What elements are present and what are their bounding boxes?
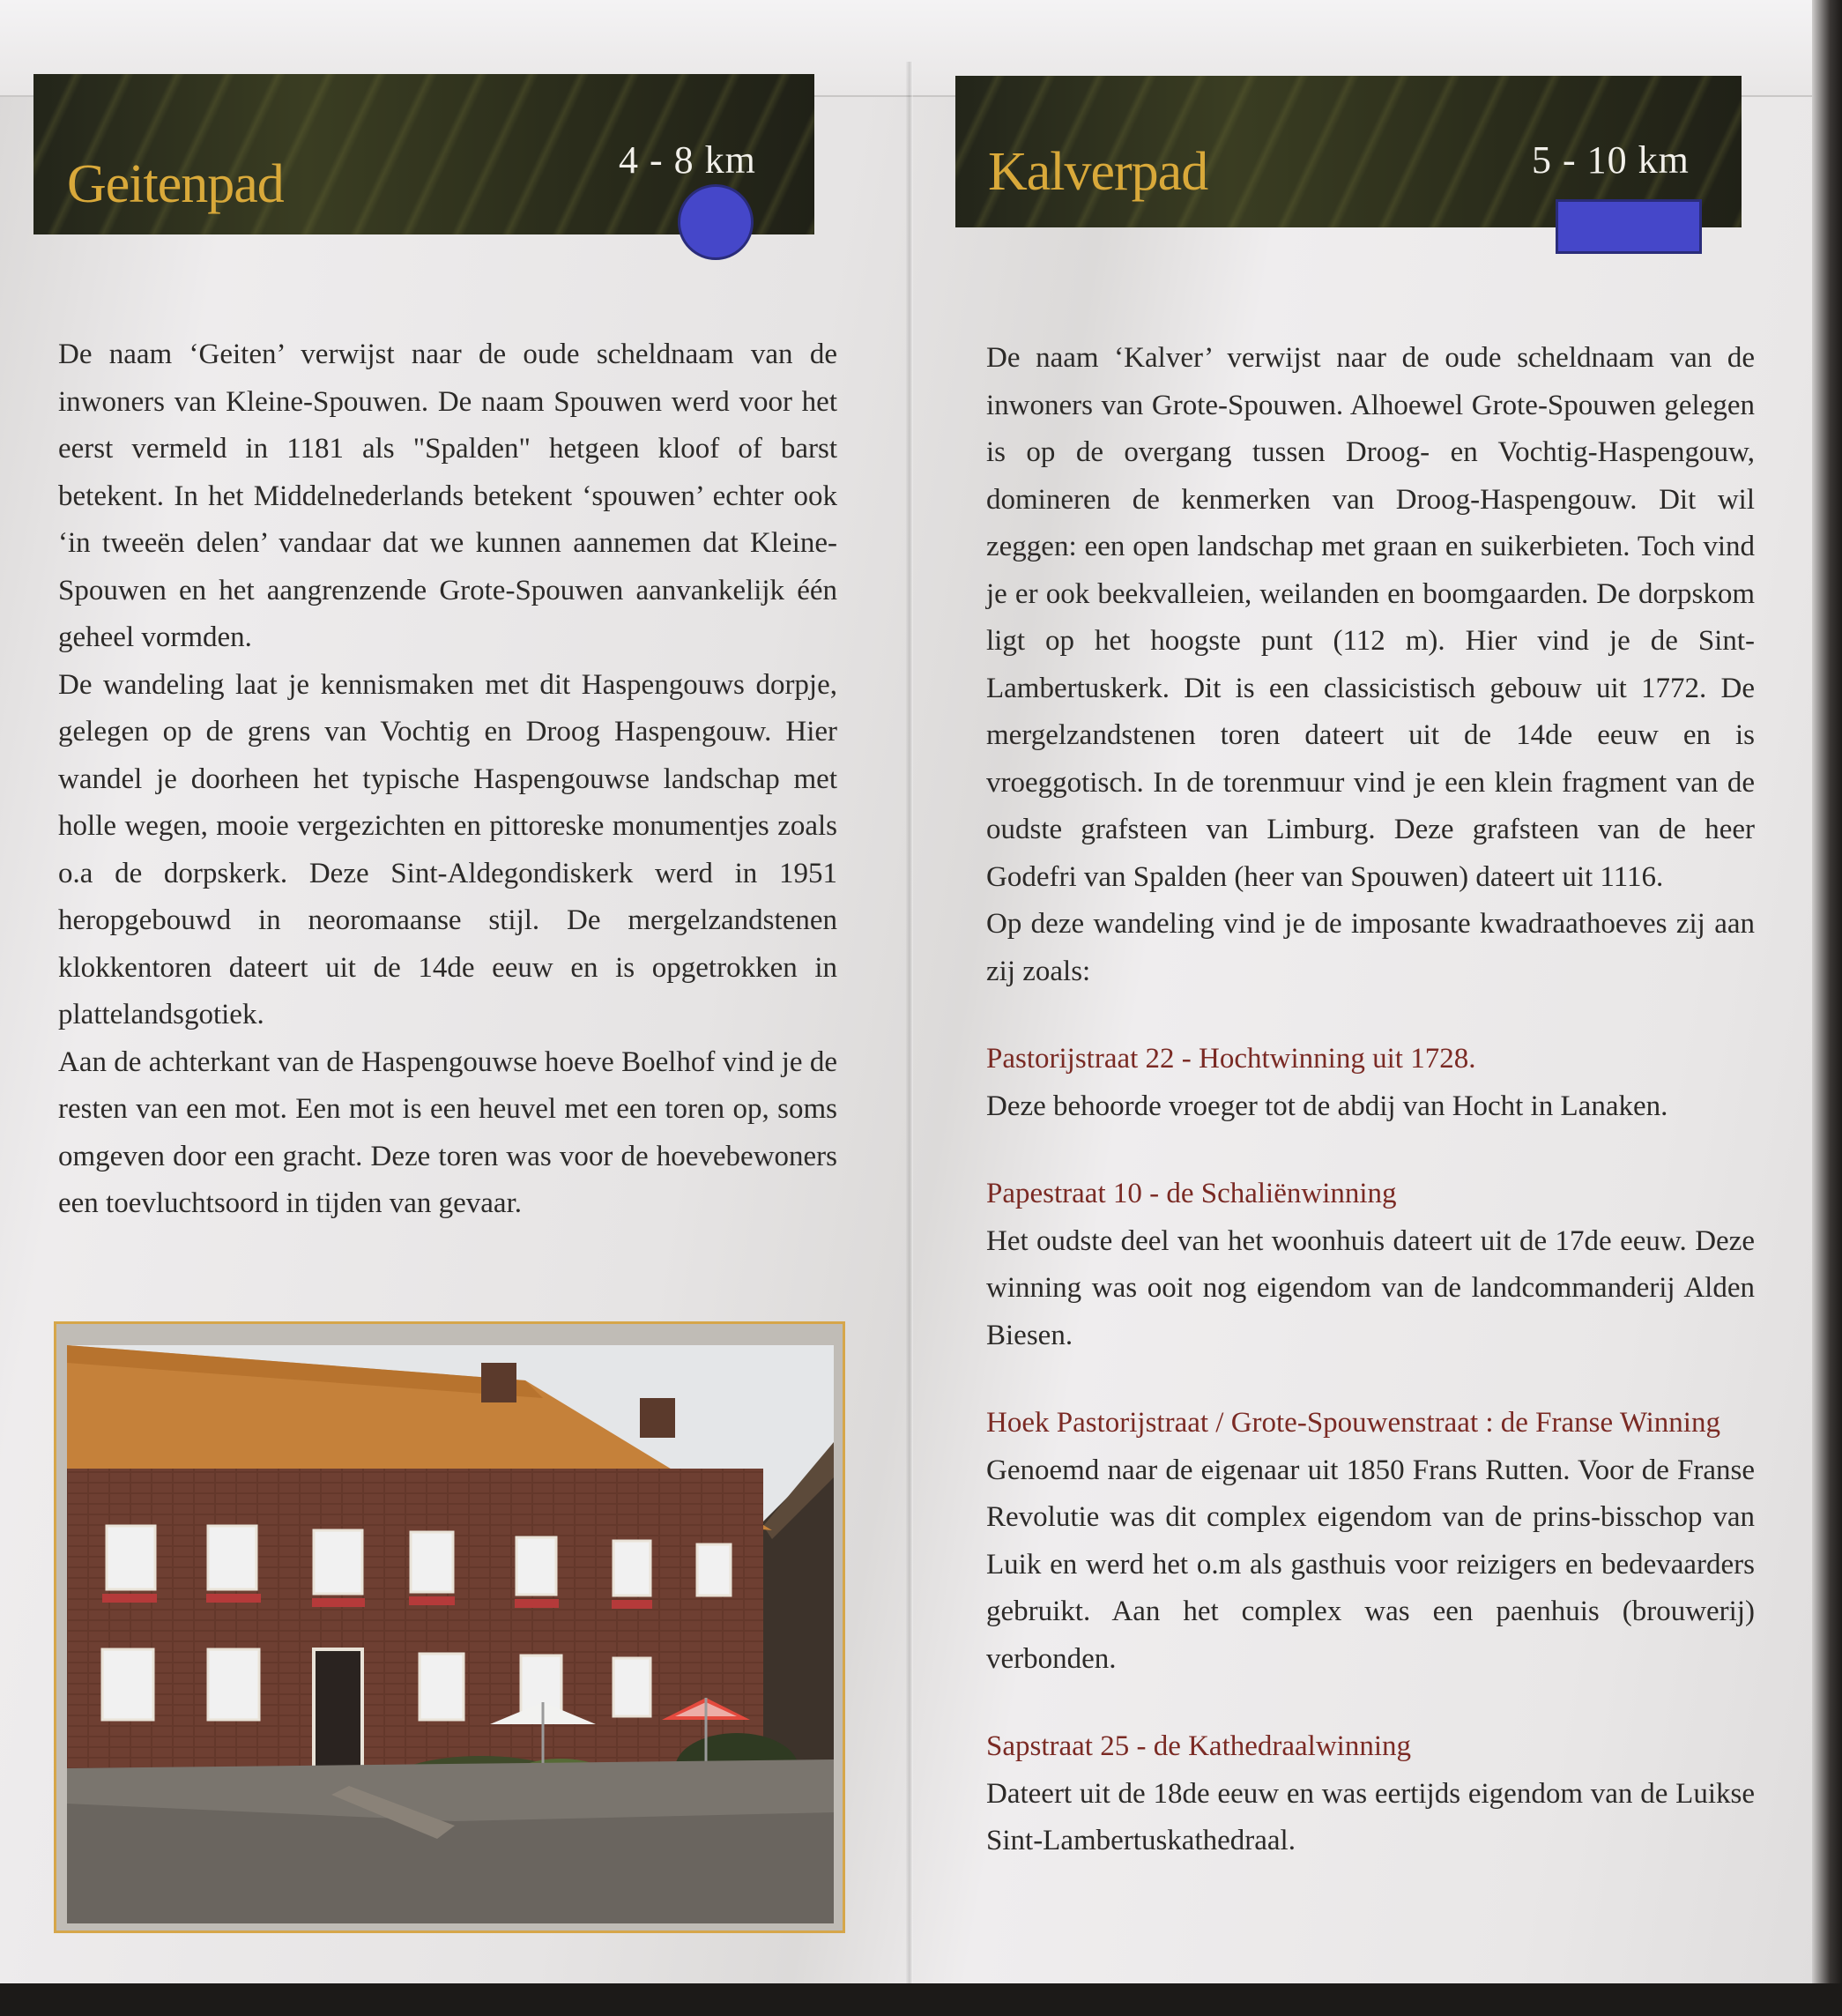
kalverpad-title: Kalverpad xyxy=(988,142,1208,202)
geitenpad-paragraph-1: De naam ‘Geiten’ verwijst naar de oude scheldnaam van de inwoners van Kleine-Spouwen. De naam Spouwen werd voor het eerst vermeld in 1181 als "Spalden" hetgeen kloof of barst betekent. In het Middelnederlands betekent ‘spouwen’ echter ook ‘in tweeën delen’ vandaar dat we kunnen aannemen dat Kleine-Spouwen en het aangrenzende Grote-Spouwen aanvankelijk één geheel vormden. xyxy=(58,338,837,653)
site-heading-papestraat: Papestraat 10 - de Schaliënwinning xyxy=(986,1178,1397,1209)
site-body-franse-winning: Genoemd naar de eigenaar uit 1850 Frans Rutten. Voor de Franse Revolutie was dit complex eigendom van de prins-bisschop van Luik en werd het o.m als gasthuis voor reizigers en bedevaarders gebruikt. Aan het complex was een paenhuis (brouwerij) verbonden. xyxy=(986,1454,1755,1675)
geitenpad-paragraph-3: Aan de achterkant van de Haspengouwse hoeve Boelhof vind je de resten van een mot. Een mot is een heuvel met een toren op, soms omgeven door een gracht. Deze toren was voor de hoevebewoners een toevluchtsoord in tijden van gevaar. xyxy=(58,1045,837,1219)
site-heading-franse-winning: Hoek Pastorijstraat / Grote-Spouwenstraat : de Franse Winning xyxy=(986,1407,1720,1439)
kalverpad-paragraph-2: Op deze wandeling vind je de imposante kwadraathoeves zij aan zij zoals: xyxy=(986,908,1755,987)
circle-route-marker-icon xyxy=(678,184,754,260)
center-fold xyxy=(906,62,913,1983)
site-heading-sapstraat: Sapstraat 25 - de Kathedraalwinning xyxy=(986,1730,1412,1762)
site-heading-pastorijstraat: Pastorijstraat 22 - Hochtwinning uit 1728. xyxy=(986,1043,1476,1075)
geitenpad-paragraph-2: De wandeling laat je kennismaken met dit Haspengouws dorpje, gelegen op de grens van Vochtig en Droog Haspengouw. Hier wandel je doorheen het typische Haspengouwse landschap met holle wegen, mooie vergezichten en pittoreske monumentjes zoals o.a de dorpskerk. Deze Sint-Aldegondiskerk werd in 1951 heropgebouwd in neoromaanse stijl. De mergelzandstenen klokkentoren dateert uit de 14de eeuw en is opgetrokken in plattelandsgotiek. xyxy=(58,668,837,1030)
kalverpad-paragraph-1: De naam ‘Kalver’ verwijst naar de oude scheldnaam van de inwoners van Grote-Spouwen. Alhoewel Grote-Spouwen gelegen is op de overgang tussen Droog- en Vochtig-Haspengouw, domineren de kenmerken van Droog-Haspengouw. Dit wil zeggen: een open landschap met graan en suikerbieten. Toch vind je er ook beekvalleien, weilanden en boomgaarden. De dorpskom ligt op het hoogste punt (112 m). Hier vind je de Sint-Lambertuskerk. Dit is een classicistisch gebouw uit 1772. De mergelzandstenen toren dateert uit de 14de eeuw en is vroeggotisch. In de torenmuur vind je een klein fragment van de oudste grafsteen van Limburg. Deze grafsteen van de heer Godefri van Spalden (heer van Spouwen) dateert uit 1116. xyxy=(986,342,1755,893)
farmhouse-illustration xyxy=(67,1345,834,1923)
site-body-sapstraat: Dateert uit de 18de eeuw en was eertijds eigendom van de Luikse Sint-Lambertuskathedraal. xyxy=(986,1777,1755,1856)
geitenpad-distance: 4 - 8 km xyxy=(619,138,756,182)
table-background-bottom xyxy=(0,1983,1842,2016)
square-route-marker-icon xyxy=(1556,199,1702,254)
site-body-papestraat: Het oudste deel van het woonhuis dateert uit de 17de eeuw. Deze winning was ooit nog eigendom van de landcommanderij Alden Biesen. xyxy=(986,1224,1755,1351)
farmhouse-photo-frame xyxy=(54,1321,845,1933)
geitenpad-description xyxy=(58,331,837,1228)
farmhouse-photo xyxy=(67,1345,834,1923)
table-background-edge xyxy=(1812,0,1842,2016)
geitenpad-title: Geitenpad xyxy=(67,154,284,214)
site-body-pastorijstraat: Deze behoorde vroeger tot de abdij van Hocht in Lanaken. xyxy=(986,1090,1668,1122)
kalverpad-description xyxy=(986,335,1755,1865)
kalverpad-distance: 5 - 10 km xyxy=(1532,138,1690,182)
